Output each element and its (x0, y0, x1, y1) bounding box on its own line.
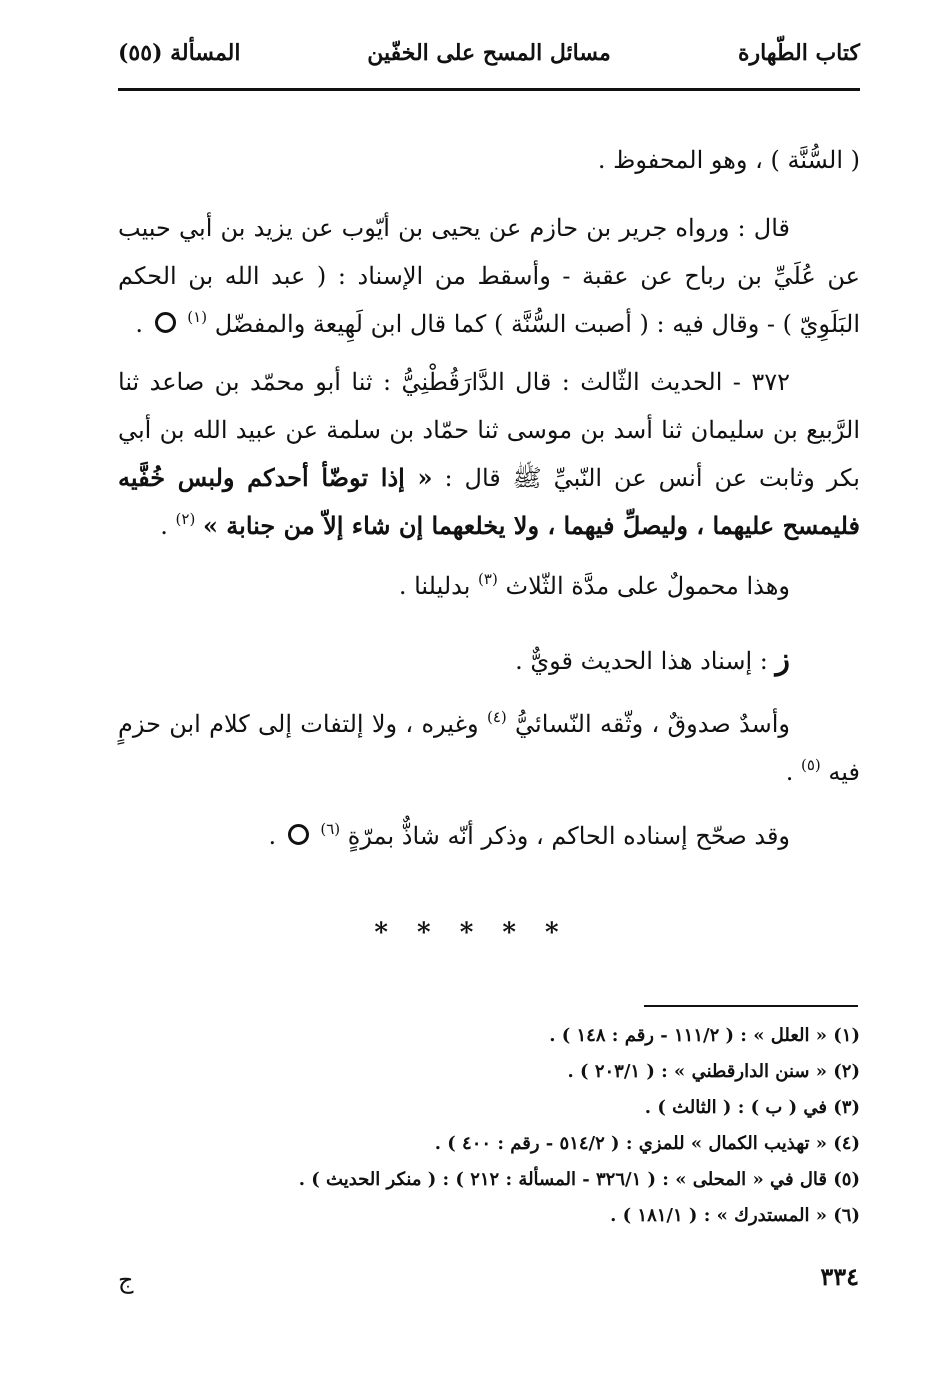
paragraph-3-end: . (160, 512, 168, 540)
paragraph-6 (118, 700, 860, 796)
footnote-1: (١) « العلل » : ( ١١١/٢ - رقم : ١٤٨ ) . (549, 1025, 860, 1046)
footnote-2: (٢) « سنن الدارقطني » : ( ٢٠٣/١ ) . (567, 1061, 860, 1082)
footnote-ref-5: (٥) (800, 756, 821, 774)
footnote-ref-1: (١) (187, 308, 208, 326)
paragraph-4-text-end: بدليلنا . (398, 572, 471, 600)
paragraph-1-text: ( السُّنَّة ) ، وهو المحفوظ . (597, 146, 860, 174)
footnote-5: (٥) قال في « المحلى » : ( ٣٢٦/١ - المسألة : ٢١٢ ) : ( منكر الحديث ) . (298, 1169, 860, 1190)
paragraph-2 (118, 204, 860, 348)
issue-number: المسألة (٥٥) (118, 40, 241, 66)
footnote-6: (٦) « المستدرك » : ( ١٨١/١ ) . (610, 1205, 860, 1226)
paragraph-6-text: وأسدٌ صدوقٌ ، وثّقه النّسائيُّ (515, 710, 790, 738)
paragraph-7-end: . (268, 822, 277, 850)
paragraph-4-text: وهذا محمولٌ على مدَّة الثّلاث (505, 572, 790, 600)
footnote-3: (٣) في ( ب ) : ( الثالث ) . (644, 1097, 860, 1118)
paragraph-7 (118, 812, 860, 860)
page-number: ٣٣٤ (820, 1262, 859, 1291)
paragraph-3 (118, 358, 860, 550)
end-circle-icon (288, 824, 309, 845)
paragraph-6-end: . (785, 758, 794, 786)
paragraph-2-text: قال : ورواه جرير بن حازم عن يحيى بن أيّوب عن يزيد بن أبي حبيب عن عُلَيِّ بن رباح عن عقبة - وأسقط من الإسناد : ( عبد الله بن الحكم البَلَوِيّ ) - وقال فيه : ( أصبت السُّنَّة ) كما قال ابن لَهِيعة والمفضّل (118, 214, 860, 338)
paragraph-2-end: . (135, 310, 144, 338)
chapter-title: مسائل المسح على الخفّين (367, 40, 611, 66)
paragraph-5-text: : إسناد هذا الحديث قويٌّ . (515, 647, 768, 675)
paragraph-4 (118, 562, 860, 610)
paragraph-1 (118, 136, 860, 184)
section-divider-stars: * * * * * (374, 918, 569, 948)
end-circle-icon (155, 312, 176, 333)
paragraph-5 (118, 636, 860, 685)
footnote-ref-6: (٦) (320, 820, 341, 838)
footnote-ref-2: (٢) (175, 510, 196, 528)
zay-mark: ز (775, 642, 790, 677)
hadith-isnad: ٣٧٢ - الحديث الثّالث : قال الدَّارَقُطْنِيُّ : ثنا أبو محمّد بن صاعد ثنا الرَّبيع بن سليمان ثنا أسد بن موسى ثنا حمّاد بن سلمة عن عبيد الله بن أبي بكر وثابت عن أنس عن النّبيِّ ﷺ قال : (118, 368, 860, 492)
footnote-rule (644, 1005, 858, 1007)
header-rule (118, 88, 860, 91)
book-title: كتاب الطّهارة (737, 40, 860, 66)
running-header (118, 40, 860, 80)
footnote-ref-3: (٣) (478, 570, 498, 588)
footnote-4: (٤) « تهذيب الكمال » للمزي : ( ٥١٤/٢ - رقم : ٤٠٠ ) . (434, 1133, 860, 1154)
footnotes (118, 1018, 860, 1234)
paragraph-6-text-end: وغيره ، ولا إلتفات إلى كلام ابن حزمٍ فيه (118, 710, 860, 786)
signature-mark: ج (118, 1266, 134, 1294)
footnote-ref-4: (٤) (486, 708, 507, 726)
paragraph-7-text: وقد صحّح إسناده الحاكم ، وذكر أنّه شاذٌّ بمرّةٍ (347, 822, 790, 850)
hadith-quote: « إذا توضّأ أحدكم ولبس خُفَّيه فليمسح عليهما ، وليصلِّ فيهما ، ولا يخلعهما إن شاء إلاّ من جنابة » (118, 463, 860, 540)
